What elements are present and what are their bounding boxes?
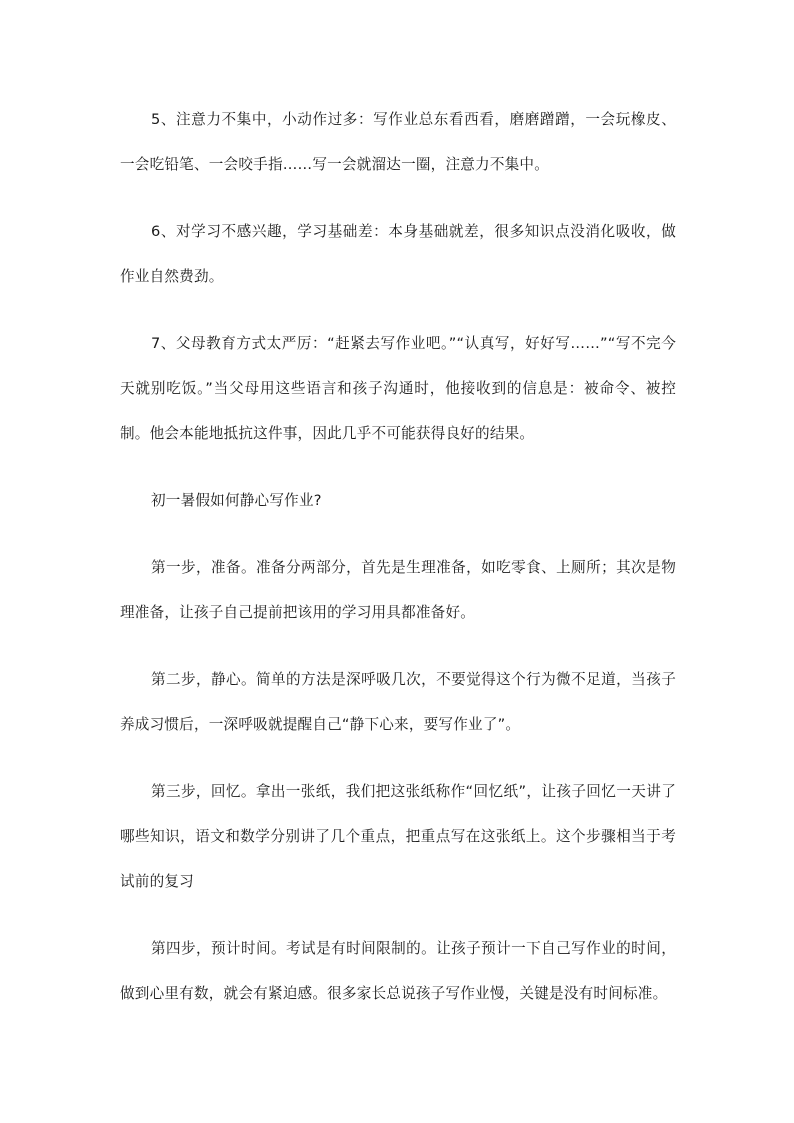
paragraph-interest: 6、对学习不感兴趣，学习基础差：本身基础就差，很多知识点没消化吸收，做作业自然费劲。 bbox=[120, 223, 676, 285]
section-heading: 初一暑假如何静心写作业? bbox=[151, 492, 322, 509]
paragraph-step-calm: 第二步，静心。简单的方法是深呼吸几次，不要觉得这个行为微不足道，当孩子养成习惯后，一深呼吸就提醒自己“静下心来，要写作业了”。 bbox=[120, 671, 676, 733]
paragraph-step-time: 第四步，预计时间。考试是有时间限制的。让孩子预计一下自己写作业的时间，做到心里有数，就会有紧迫感。很多家长总说孩子写作业慢，关键是没有时间标准。 bbox=[120, 940, 676, 1002]
paragraph-step-prepare: 第一步，准备。准备分两部分，首先是生理准备，如吃零食、上厕所；其次是物理准备，让孩子自己提前把该用的学习用具都准备好。 bbox=[120, 559, 676, 621]
paragraph-attention: 5、注意力不集中，小动作过多：写作业总东看西看，磨磨蹭蹭，一会玩橡皮、一会吃铅笔、一会咬手指……写一会就溜达一圈，注意力不集中。 bbox=[120, 111, 676, 173]
document-body bbox=[120, 97, 676, 1038]
paragraph-step-recall: 第三步，回忆。拿出一张纸，我们把这张纸称作“回忆纸”，让孩子回忆一天讲了哪些知识，语文和数学分别讲了几个重点，把重点写在这张纸上。这个步骤相当于考试前的复习 bbox=[120, 783, 676, 890]
paragraph-parenting: 7、父母教育方式太严厉：“赶紧去写作业吧。”“认真写，好好写……”“写不完今天就别吃饭。”当父母用这些语言和孩子沟通时，他接收到的信息是：被命令、被控制。他会本能地抵抗这件事，因此几乎不可能获得良好的结果。 bbox=[120, 335, 676, 442]
